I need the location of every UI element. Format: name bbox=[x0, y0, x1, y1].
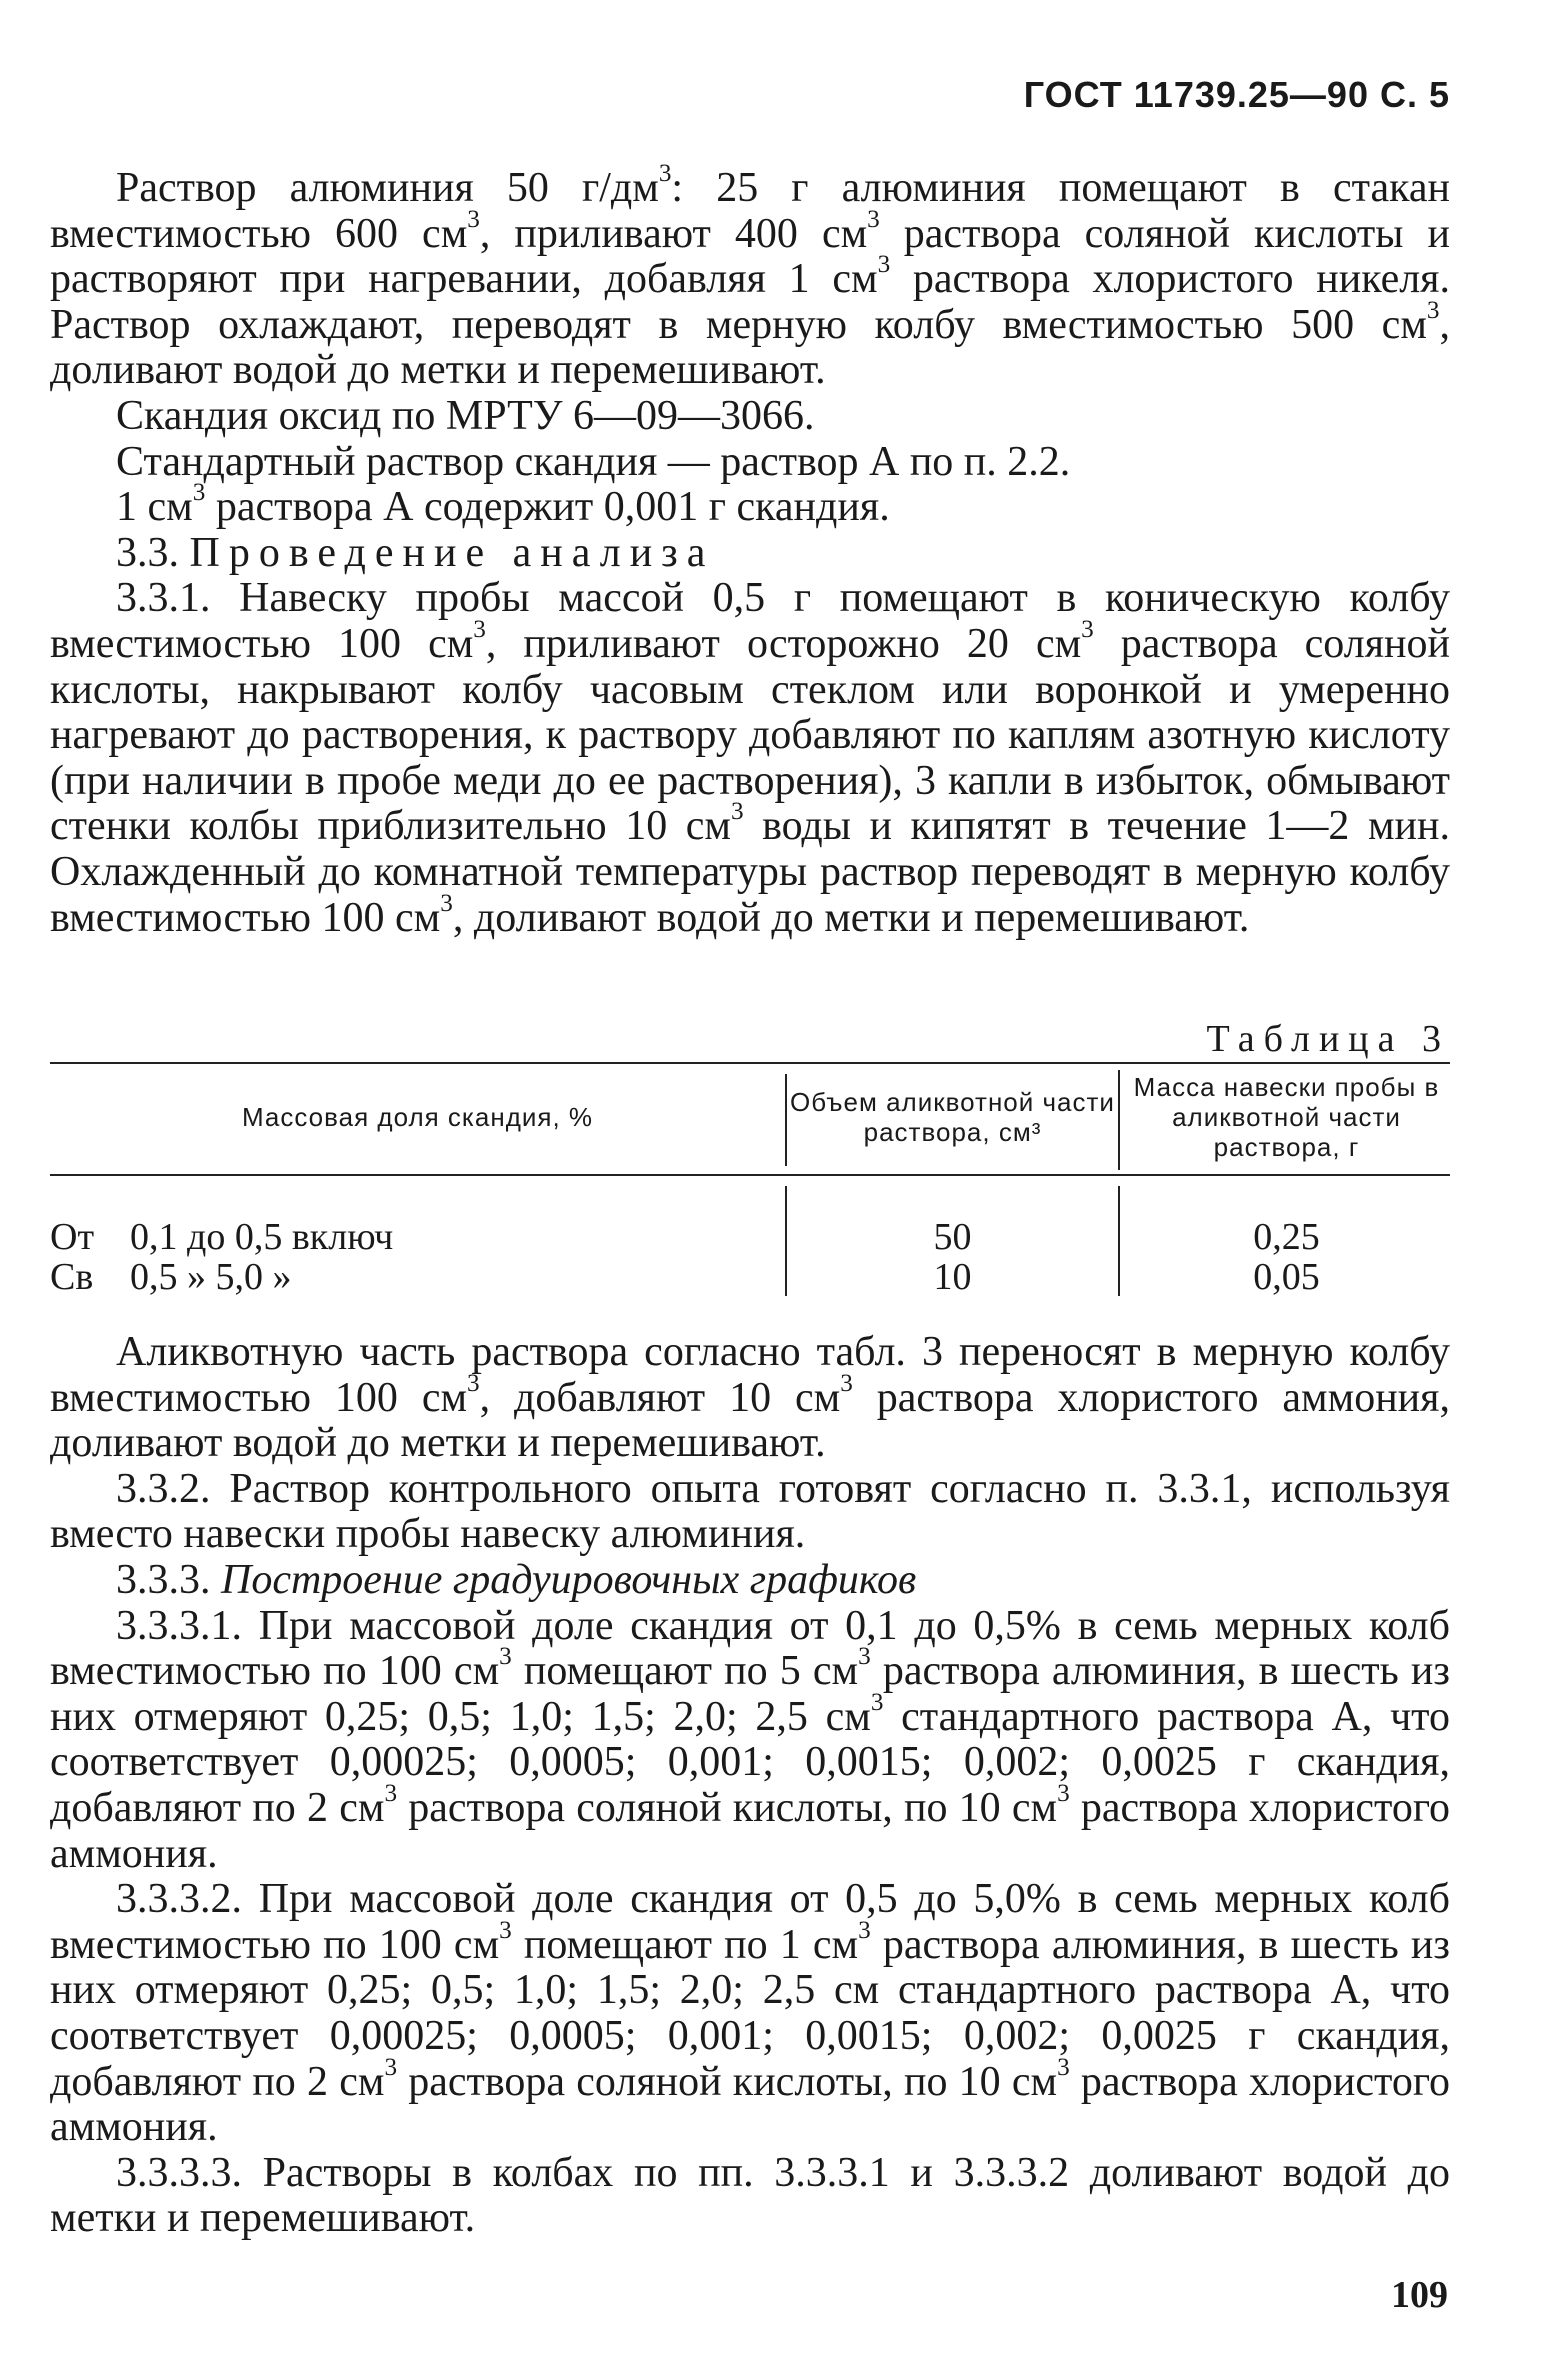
paragraph-aliquot: Аликвотную часть раствора согласно табл. 3 переносят в мерную колбу вместимостью 100 $см^3$, добавляют 10 $см^3$ раствора хлористого аммония, доливают водой до метки и перемешивают. bbox=[50, 1329, 1450, 1467]
table-header-aliquot-volume: Объем аликвотной части раствора, см³ bbox=[790, 1087, 1115, 1147]
document-page: ГОСТ 11739.25—90 С. 5 Раствор алюминия 50 $г/дм^3$: 25 г алюминия помещают в стакан вместимостью 600 $см^3$, приливают 400 $см^3$ раствора соляной кислоты и растворяют при нагревании, добавляя 1 $см^3$ раствора хлористого никеля. Раствор охлаждают, переводят в мерную колбу вместимостью 500 $см^3$, доливают водой до метки и перемешивают. Скандия оксид по МРТУ 6—09—3066. Стандартный раствор скандия — раствор А по п. 2.2. 1 $см^3$ раствора А содержит 0,001 г скандия. 3.3. Проведение анализа 3.3.1. Навеску пробы массой 0,5 г помещают в коническую колбу вместимостью 100 $см^3$, приливают осторожно 20 $см^3$ раствора соляной кислоты, накрывают колбу часовым стеклом или воронкой и умеренно нагревают до растворения, к раствору добавляют по каплям азотную кислоту (при наличии в пробе меди до ее растворения), 3 капли в избыток, обмывают стенки колбы приблизительно 10 $см^3$ воды и кипятят в течение 1—2 мин. Охлажденный до комнатной температуры раствор переводят в мерную колбу вместимостью 100 $см^3$, доливают водой до метки и перемешивают. Таблица 3 Массовая доля скандия, % Объем аликвотной части раствора, см³ Масса навески пробы в аликвотной части раствора, г От 0,1 до 0,5 включ 50 0,25 Св 0,5 » 5,0 » 10 0,05 Аликвотную часть раствора согласно табл. 3 переносят в мерную колбу вместимостью 100 $см^3$, добавляют 10 $см^3$ раствора хлористого аммония, доливают водой до метки и перемешивают. 3.3.2. Раствор контрольного опыта готовят согласно п. 3.3.1, используя вместо навески пробы навеску алюминия. 3.3.3. Построение градуировочных графиков 3.3.3.1. При массовой доле скандия от 0,1 до 0,5% в семь мерных колб вместимостью по 100 $см^3$ помещают по 5 $см^3$ раствора алюминия, в шесть из них отмеряют 0,25; 0,5; 1,0; 1,5; 2,0; 2,5 $см^3$ стандартного раствора А, что соответствует 0,00025; 0,0005; 0,001; 0,0015; 0,002; 0,0025 г скандия, добавляют по 2 $см^3$ раствора соляной кислоты, по 10 $см^3$ раствора хлористого аммония. 3.3.3.2. При массовой доле скандия от 0,5 до 5,0% в семь мерных колб вместимостью по 100 $см^3$ помещают по 1 $см^3$ раствора алюминия, в шесть из них отмеряют 0,25; 0,5; 1,0; 1,5; 2,0; 2,5 см стандартного раствора А, что соответствует 0,00025; 0,0005; 0,001; 0,0015; 0,002; 0,0025 г скандия, добавляют по 2 $см^3$ раствора соляной кислоты, по 10 $см^3$ раствора хлористого аммония. 3.3.3.3. Растворы в колбах по пп. 3.3.3.1 и 3.3.3.2 доливают водой до метки и перемешивают. 109 bbox=[50, 74, 1450, 2316]
table-top-rule bbox=[50, 1062, 1450, 1064]
paragraph-solution-content: 1 $см^3$ раствора А содержит 0,001 г скандия. bbox=[116, 479, 890, 531]
paragraph-3-3-3-3: 3.3.3.3. Растворы в колбах по пп. 3.3.3.1 и 3.3.3.2 доливают водой до метки и перемешивают. bbox=[50, 2149, 1450, 2242]
body-text-top bbox=[50, 159, 1450, 941]
table-header-rule bbox=[50, 1174, 1450, 1176]
table-divider bbox=[785, 1074, 787, 1166]
table-caption: Таблица 3 bbox=[1206, 1018, 1450, 1060]
paragraph-scandium-oxide: Скандия оксид по МРТУ 6—09—3066. bbox=[116, 392, 815, 439]
page-header: ГОСТ 11739.25—90 С. 5 bbox=[1023, 74, 1450, 115]
paragraph-standard-solution: Стандартный раствор скандия — раствор А по п. 2.2. bbox=[116, 438, 1071, 485]
table-divider bbox=[1118, 1070, 1120, 1170]
table-header-sample-mass: Масса навески пробы в аликвотной части раствора, г bbox=[1133, 1072, 1440, 1162]
paragraph-3-3-3-2: 3.3.3.2. При массовой доле скандия от 0,5 до 5,0% в семь мерных колб вместимостью по 100 $см^3$ помещают по 1 $см^3$ раствора алюминия, в шесть из них отмеряют 0,25; 0,5; 1,0; 1,5; 2,0; 2,5 см стандартного раствора А, что соответствует 0,00025; 0,0005; 0,001; 0,0015; 0,002; 0,0025 г скандия, добавляют по 2 $см^3$ раствора соляной кислоты, по 10 $см^3$ раствора хлористого аммония. bbox=[50, 1876, 1450, 2151]
paragraph-3-3-2: 3.3.2. Раствор контрольного опыта готовят согласно п. 3.3.1, используя вместо навески пробы навеску алюминия. bbox=[50, 1465, 1450, 1558]
table-divider bbox=[1118, 1186, 1120, 1296]
section-heading-analysis: 3.3. Проведение анализа bbox=[116, 529, 715, 576]
table-divider bbox=[785, 1186, 787, 1296]
section-heading-calibration: 3.3.3. Построение градуировочных графиков bbox=[116, 1556, 917, 1603]
body-text-bottom bbox=[50, 1330, 1450, 2242]
paragraph-3-3-1: 3.3.1. Навеску пробы массой 0,5 г помещают в коническую колбу вместимостью 100 $см^3$, приливают осторожно 20 $см^3$ раствора соляной кислоты, накрывают колбу часовым стеклом или воронкой и умеренно нагревают до растворения, к раствору добавляют по каплям азотную кислоту (при наличии в пробе меди до ее растворения), 3 капли в избыток, обмывают стенки колбы приблизительно 10 $см^3$ воды и кипятят в течение 1—2 мин. Охлажденный до комнатной температуры раствор переводят в мерную колбу вместимостью 100 $см^3$, доливают водой до метки и перемешивают. bbox=[50, 575, 1450, 941]
paragraph-aluminium-solution: Раствор алюминия 50 $г/дм^3$: 25 г алюминия помещают в стакан вместимостью 600 $см^3$, приливают 400 $см^3$ раствора соляной кислоты и растворяют при нагревании, добавляя 1 $см^3$ раствора хлористого никеля. Раствор охлаждают, переводят в мерную колбу вместимостью 500 $см^3$, доливают водой до метки и перемешивают. bbox=[50, 159, 1450, 394]
paragraph-3-3-3-1: 3.3.3.1. При массовой доле скандия от 0,1 до 0,5% в семь мерных колб вместимостью по 100 $см^3$ помещают по 5 $см^3$ раствора алюминия, в шесть из них отмеряют 0,25; 0,5; 1,0; 1,5; 2,0; 2,5 $см^3$ стандартного раствора А, что соответствует 0,00025; 0,0005; 0,001; 0,0015; 0,002; 0,0025 г скандия, добавляют по 2 $см^3$ раствора соляной кислоты, по 10 $см^3$ раствора хлористого аммония. bbox=[50, 1602, 1450, 1877]
page-number: 109 bbox=[1391, 2274, 1448, 2316]
table-header-mass-fraction: Массовая доля скандия, % bbox=[241, 1102, 594, 1132]
